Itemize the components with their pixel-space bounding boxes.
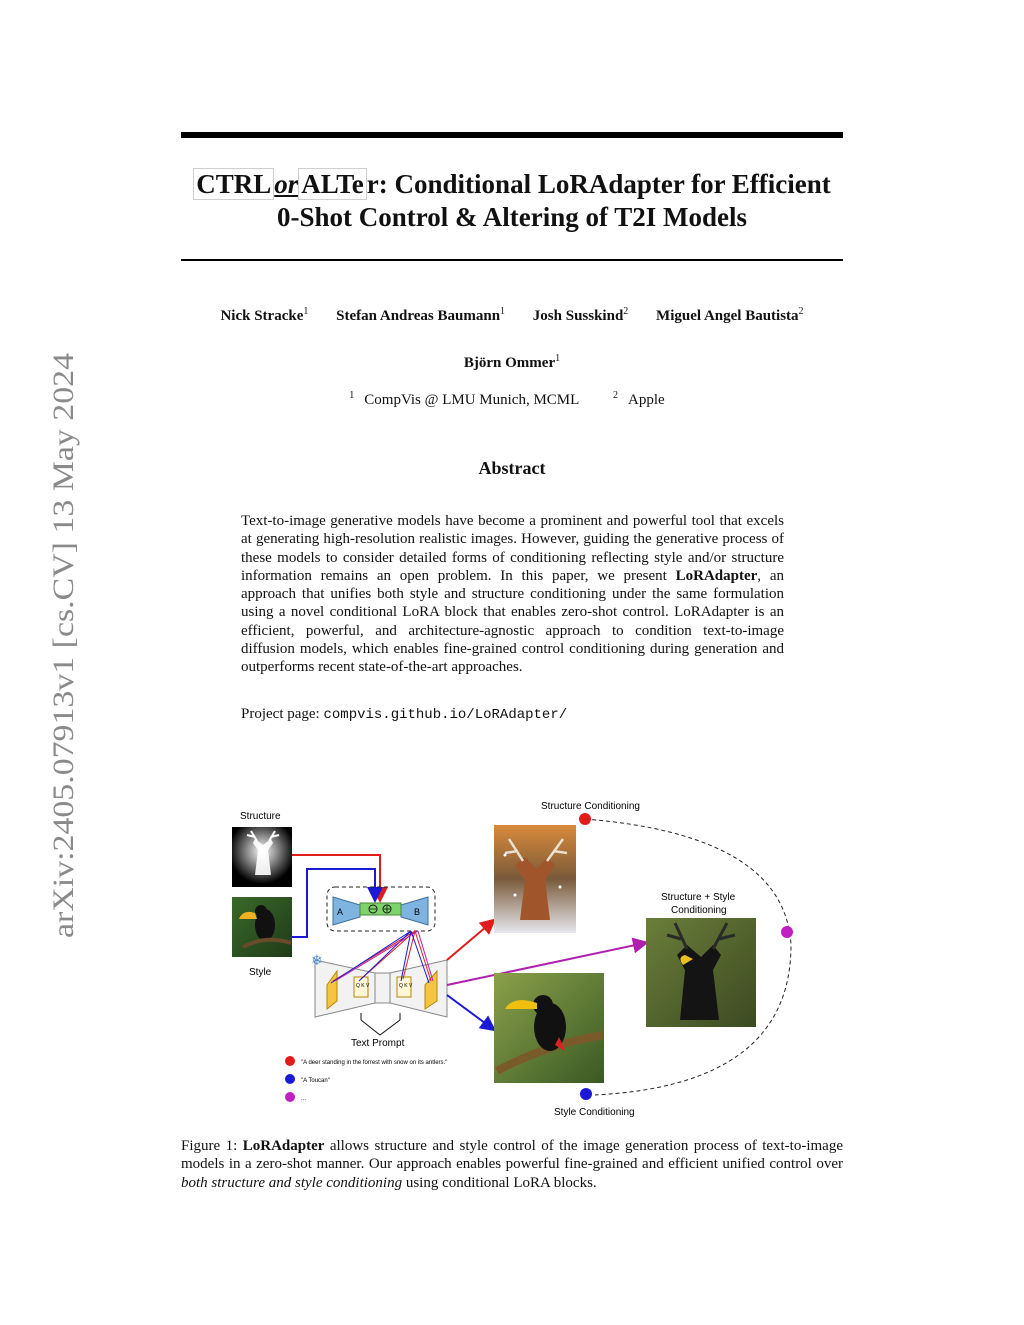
author: Björn Ommer$^1$ bbox=[463, 353, 561, 371]
combined-conditioning-dot bbox=[781, 926, 793, 938]
combined-output-image bbox=[646, 918, 756, 1027]
structure-output-image bbox=[494, 825, 576, 933]
structure-image bbox=[232, 827, 292, 887]
style-image bbox=[232, 897, 292, 957]
title-rule-bottom bbox=[181, 259, 843, 261]
text-prompt-label: Text Prompt bbox=[351, 1038, 405, 1049]
author: Nick Stracke$^1$ bbox=[220, 306, 309, 324]
project-page: Project page: compvis.github.io/LoRAdapter/ bbox=[241, 706, 568, 723]
title-box-ctrl: CTRL bbox=[193, 168, 274, 200]
paper-title bbox=[181, 168, 843, 234]
svg-text:Q K V: Q K V bbox=[399, 983, 413, 989]
prompt-blue-dot bbox=[285, 1074, 295, 1084]
affiliations bbox=[181, 390, 843, 409]
prompt-text: ... bbox=[301, 1096, 307, 1102]
abstract-text: Text-to-image generative models have become a prominent and powerful tool that excels at generating high-resolution realistic images. However, guiding the generative process of these models to consider detailed forms of conditioning reflecting style and/or structure information remains an open problem. In this paper, we present LoRAdapter, an approach that unifies both style and structure conditioning under the same formulation using a novel conditional LoRA block that enables zero-shot control. LoRAdapter is an efficient, powerful, and architecture-agnostic approach to condition text-to-image diffusion models, which enables fine-grained control conditioning during generation and outperforms recent state-of-the-art approaches. bbox=[241, 513, 784, 676]
author: Stefan Andreas Baumann$^1$ bbox=[336, 306, 506, 324]
figure-diagram bbox=[225, 795, 805, 1125]
figure-caption: Figure 1: LoRAdapter allows structure and style control of the image generation process of text-to-image models in a zero-shot manner. Our approach enables powerful fine-grained and efficient unified control over both structure and style conditioning using conditional LoRA blocks. bbox=[181, 1138, 843, 1191]
arxiv-identifier bbox=[18, 346, 98, 946]
style-output-image bbox=[494, 973, 604, 1083]
figure-1 bbox=[225, 795, 805, 1125]
title-line-2: 0-Shot Control & Altering of T2I Models bbox=[276, 202, 747, 232]
author: Miguel Angel Bautista$^2$ bbox=[656, 306, 804, 324]
frozen-snowflake-icon: ❄ bbox=[311, 954, 323, 969]
title-line-1 bbox=[181, 168, 843, 201]
structure-label: Structure bbox=[240, 811, 281, 822]
structure-style-label-line2: Conditioning bbox=[671, 905, 727, 916]
author: Josh Susskind$^2$ bbox=[532, 306, 629, 324]
prompt-magenta-dot bbox=[285, 1092, 295, 1102]
prompt-red-dot bbox=[285, 1056, 295, 1066]
title-box-alte: ALTe bbox=[298, 168, 367, 200]
style-label: Style bbox=[249, 967, 272, 978]
title-or: or bbox=[274, 169, 299, 199]
author-list bbox=[181, 306, 843, 325]
structure-style-label-line1: Structure + Style bbox=[661, 892, 736, 903]
structure-conditioning-dot bbox=[579, 813, 591, 825]
affiliation: $^2$ Apple bbox=[613, 390, 665, 408]
title-rest: r: Conditional LoRAdapter for Efficient bbox=[366, 169, 831, 199]
title-rule-top bbox=[181, 132, 843, 138]
svg-text:Q K V: Q K V bbox=[356, 983, 370, 989]
prompt-text: "A deer standing in the forrest with snow on its antlers." bbox=[301, 1060, 448, 1066]
structure-conditioning-label: Structure Conditioning bbox=[541, 801, 640, 812]
block-a-label: A bbox=[337, 907, 344, 917]
arxiv-identifier-text: arXiv:2405.07913v1 [cs.CV] 13 May 2024 bbox=[47, 419, 80, 938]
affiliation: $^1$ CompVis @ LMU Munich, MCML bbox=[349, 390, 580, 408]
block-b-label: B bbox=[414, 907, 421, 917]
style-conditioning-label: Style Conditioning bbox=[554, 1107, 635, 1118]
prompt-text: "A Toucan" bbox=[301, 1078, 330, 1084]
style-conditioning-dot bbox=[580, 1088, 592, 1100]
project-link[interactable]: compvis.github.io/LoRAdapter/ bbox=[323, 707, 568, 723]
abstract-heading: Abstract bbox=[478, 458, 546, 478]
